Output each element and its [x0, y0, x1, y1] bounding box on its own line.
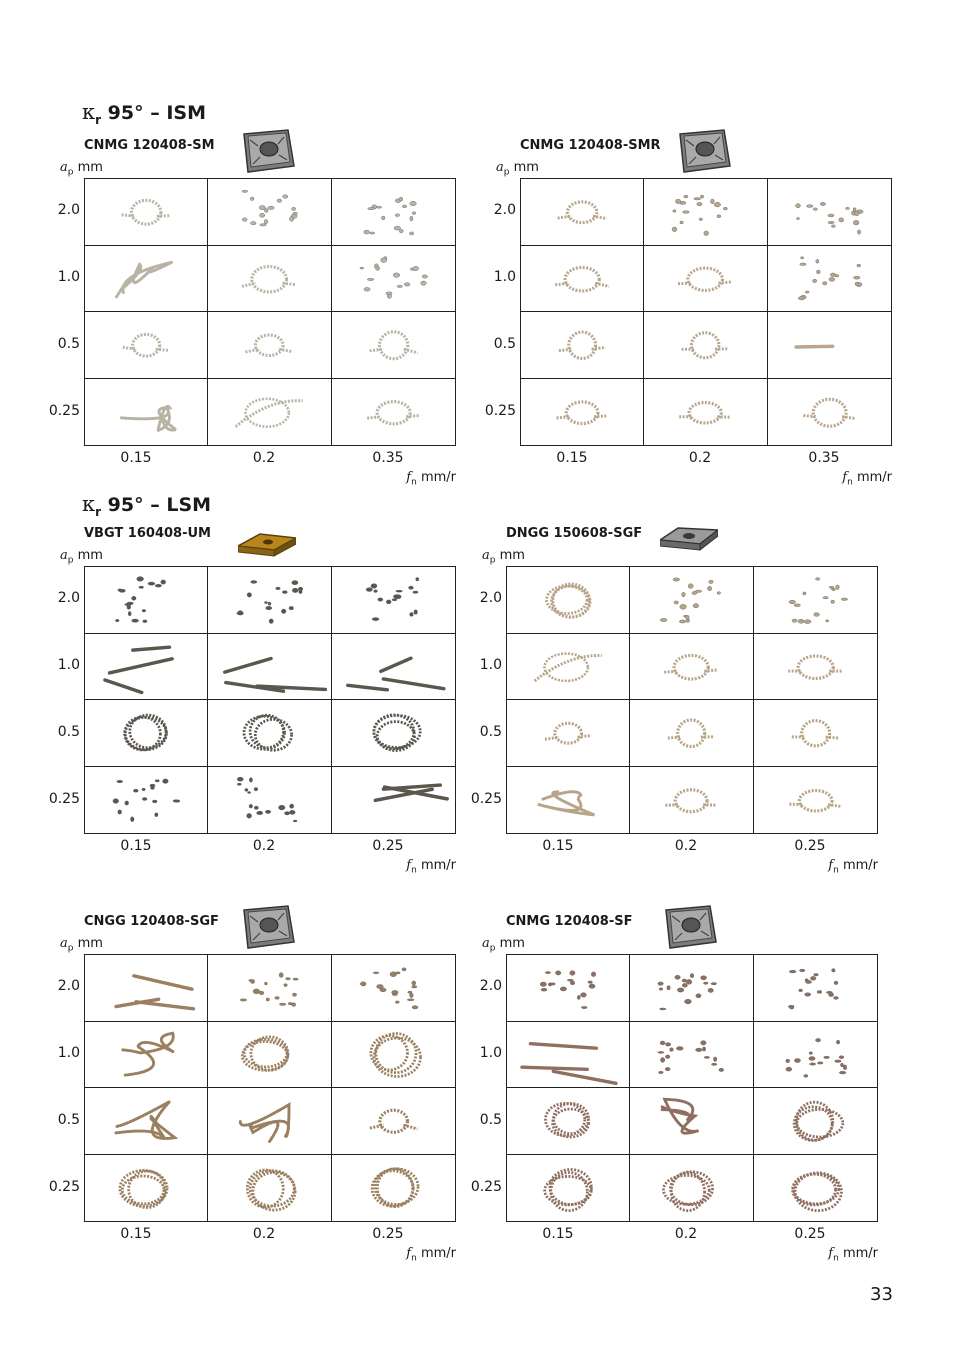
- ap-tick-label: 1.0: [57, 657, 80, 673]
- ap-tick-label: 2.0: [479, 590, 502, 606]
- chip-cell: [507, 567, 630, 634]
- ap-tick-label: 0.25: [470, 791, 502, 807]
- fn-tick-label: 0.15: [542, 1226, 574, 1242]
- chip-cell: [507, 1022, 630, 1089]
- chip-chart-panel: [48, 130, 480, 530]
- fn-tick-label: 0.15: [120, 1226, 152, 1242]
- chip-cell: [85, 567, 208, 634]
- fn-axis-label: $f_n$ mm/r: [842, 470, 892, 488]
- insert-code: CNMG 120408-SMR: [520, 138, 661, 153]
- ap-tick-label: 1.0: [479, 657, 502, 673]
- chip-cell: [754, 634, 877, 701]
- chip-grid: [84, 954, 456, 1222]
- chip-cell: [644, 246, 767, 313]
- chip-cell: [85, 700, 208, 767]
- ap-tick-label: 0.5: [493, 336, 516, 352]
- chip-cell: [208, 312, 331, 379]
- ap-tick-label: 0.5: [57, 724, 80, 740]
- ap-axis-label: $a_p$ mm: [60, 548, 103, 566]
- fn-tick-label: 0.2: [688, 450, 712, 466]
- fn-tick-label: 0.25: [372, 838, 404, 854]
- chip-cell: [754, 567, 877, 634]
- ap-tick-label: 0.25: [48, 791, 80, 807]
- chip-cell: [768, 179, 891, 246]
- chip-cell: [630, 955, 753, 1022]
- ap-tick-label: 2.0: [493, 202, 516, 218]
- chip-cell: [332, 312, 455, 379]
- chip-cell: [521, 246, 644, 313]
- ap-tick-label: 1.0: [57, 269, 80, 285]
- ap-axis-label: $a_p$ mm: [482, 548, 525, 566]
- chip-cell: [208, 379, 331, 446]
- insert-code: CNGG 120408-SGF: [84, 914, 219, 929]
- chip-cell: [85, 379, 208, 446]
- chip-cell: [208, 767, 331, 834]
- chip-grid: [506, 566, 878, 834]
- ap-tick-label: 2.0: [479, 978, 502, 994]
- fn-tick-label: 0.25: [794, 838, 826, 854]
- chip-cell: [208, 700, 331, 767]
- chip-cell: [754, 1155, 877, 1222]
- ap-tick-label: 0.5: [57, 336, 80, 352]
- chip-cell: [85, 179, 208, 246]
- chip-chart-panel: [48, 518, 480, 918]
- chip-cell: [644, 179, 767, 246]
- chip-grid: [84, 178, 456, 446]
- insert-code: DNGG 150608-SGF: [506, 526, 643, 541]
- ap-tick-label: 0.25: [48, 403, 80, 419]
- chip-chart-panel: [470, 518, 902, 918]
- fn-tick-label: 0.35: [372, 450, 404, 466]
- fn-axis-label: $f_n$ mm/r: [406, 858, 456, 876]
- insert-code: VBGT 160408-UM: [84, 526, 211, 541]
- chip-cell: [208, 567, 331, 634]
- chip-cell: [332, 246, 455, 313]
- chip-cell: [630, 1155, 753, 1222]
- chip-grid: [520, 178, 892, 446]
- section-title-ism: $\kappa_r$ 95° – ISM: [82, 100, 207, 127]
- chip-cell: [754, 1022, 877, 1089]
- fn-tick-label: 0.2: [252, 1226, 276, 1242]
- gray-square-insert-icon: [660, 904, 718, 950]
- chip-cell: [85, 246, 208, 313]
- fn-tick-label: 0.2: [252, 838, 276, 854]
- chip-cell: [85, 312, 208, 379]
- chip-cell: [85, 634, 208, 701]
- fn-tick-label: 0.2: [674, 838, 698, 854]
- chip-cell: [644, 379, 767, 446]
- insert-code: CNMG 120408-SM: [84, 138, 215, 153]
- chip-cell: [630, 767, 753, 834]
- chip-cell: [754, 700, 877, 767]
- ap-tick-label: 2.0: [57, 978, 80, 994]
- chip-cell: [644, 312, 767, 379]
- ap-tick-label: 0.5: [479, 1112, 502, 1128]
- insert-code: CNMG 120408-SF: [506, 914, 633, 929]
- fn-tick-label: 0.15: [120, 838, 152, 854]
- ap-tick-label: 1.0: [479, 1045, 502, 1061]
- chip-cell: [332, 1088, 455, 1155]
- chip-cell: [208, 246, 331, 313]
- chip-cell: [208, 1088, 331, 1155]
- fn-tick-label: 0.25: [794, 1226, 826, 1242]
- chip-cell: [630, 567, 753, 634]
- chip-cell: [507, 1155, 630, 1222]
- ap-tick-label: 1.0: [493, 269, 516, 285]
- chip-cell: [507, 634, 630, 701]
- chip-cell: [630, 634, 753, 701]
- ap-axis-label: $a_p$ mm: [496, 160, 539, 178]
- fn-axis-label: $f_n$ mm/r: [828, 858, 878, 876]
- gray-square-insert-icon: [674, 128, 732, 174]
- chip-cell: [332, 1022, 455, 1089]
- gray-rhombic-insert-icon: [660, 516, 718, 562]
- chip-cell: [208, 179, 331, 246]
- chip-cell: [754, 955, 877, 1022]
- chip-cell: [768, 246, 891, 313]
- chip-cell: [85, 1088, 208, 1155]
- ap-tick-label: 1.0: [57, 1045, 80, 1061]
- fn-axis-label: $f_n$ mm/r: [406, 470, 456, 488]
- chip-cell: [332, 379, 455, 446]
- chip-cell: [754, 1088, 877, 1155]
- fn-tick-label: 0.25: [372, 1226, 404, 1242]
- chip-grid: [506, 954, 878, 1222]
- fn-tick-label: 0.15: [556, 450, 588, 466]
- chip-cell: [507, 767, 630, 834]
- ap-tick-label: 2.0: [57, 590, 80, 606]
- chip-cell: [630, 700, 753, 767]
- chip-cell: [630, 1022, 753, 1089]
- chip-cell: [85, 1022, 208, 1089]
- section-title-lsm: $\kappa_r$ 95° – LSM: [82, 492, 212, 519]
- chip-cell: [768, 379, 891, 446]
- ap-tick-label: 2.0: [57, 202, 80, 218]
- ap-tick-label: 0.25: [470, 1179, 502, 1195]
- chip-cell: [630, 1088, 753, 1155]
- page-number: 33: [870, 1284, 893, 1305]
- chip-cell: [332, 700, 455, 767]
- ap-tick-label: 0.5: [57, 1112, 80, 1128]
- fn-tick-label: 0.35: [808, 450, 840, 466]
- fn-tick-label: 0.15: [120, 450, 152, 466]
- chip-cell: [521, 312, 644, 379]
- chip-cell: [521, 379, 644, 446]
- ap-axis-label: $a_p$ mm: [60, 936, 103, 954]
- chip-cell: [208, 1022, 331, 1089]
- gray-square-insert-icon: [238, 128, 296, 174]
- fn-tick-label: 0.15: [542, 838, 574, 854]
- ap-axis-label: $a_p$ mm: [482, 936, 525, 954]
- chip-cell: [85, 955, 208, 1022]
- chip-cell: [208, 1155, 331, 1222]
- chip-cell: [332, 955, 455, 1022]
- chip-cell: [332, 1155, 455, 1222]
- fn-tick-label: 0.2: [252, 450, 276, 466]
- ap-tick-label: 0.25: [484, 403, 516, 419]
- chip-cell: [332, 634, 455, 701]
- ap-tick-label: 0.25: [48, 1179, 80, 1195]
- chip-cell: [208, 955, 331, 1022]
- chip-cell: [521, 179, 644, 246]
- chip-cell: [507, 700, 630, 767]
- ap-axis-label: $a_p$ mm: [60, 160, 103, 178]
- chip-grid: [84, 566, 456, 834]
- fn-axis-label: $f_n$ mm/r: [406, 1246, 456, 1264]
- chip-cell: [332, 179, 455, 246]
- gray-square-insert-icon: [238, 904, 296, 950]
- chip-cell: [208, 634, 331, 701]
- chip-chart-panel: [470, 906, 902, 1306]
- fn-tick-label: 0.2: [674, 1226, 698, 1242]
- chip-chart-panel: [48, 906, 480, 1306]
- chip-cell: [332, 567, 455, 634]
- gold-rhombic-insert-icon: [238, 516, 296, 562]
- chip-chart-panel: [484, 130, 916, 530]
- chip-cell: [768, 312, 891, 379]
- chip-cell: [85, 767, 208, 834]
- chip-cell: [507, 955, 630, 1022]
- chip-cell: [85, 1155, 208, 1222]
- fn-axis-label: $f_n$ mm/r: [828, 1246, 878, 1264]
- chip-cell: [754, 767, 877, 834]
- chip-cell: [332, 767, 455, 834]
- ap-tick-label: 0.5: [479, 724, 502, 740]
- chip-cell: [507, 1088, 630, 1155]
